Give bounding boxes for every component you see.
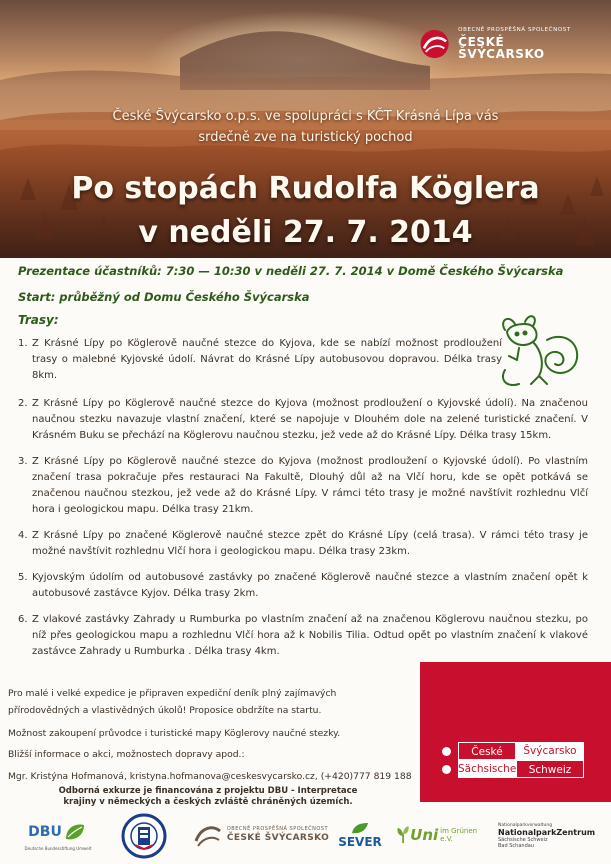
route-item <box>18 528 588 560</box>
ops-subtitle: OBECNĚ PROSPĚŠNÁ SPOLEČNOST <box>226 826 328 832</box>
route-item <box>18 336 588 384</box>
invitation-line-1: České Švýcarsko o.p.s. ve spolupráci s KČT Krásná Lípa vás <box>112 109 499 124</box>
nationalpark-top: Nationalparkverwaltung <box>498 823 553 828</box>
organization-logo <box>417 24 579 64</box>
partner-uni-logo <box>396 818 486 852</box>
event-title <box>0 167 611 255</box>
partner-kct-logo <box>120 812 168 860</box>
region-logo-panel <box>420 662 611 802</box>
region-logo <box>442 742 592 778</box>
ops-swoosh-icon <box>193 821 223 849</box>
sever-wordmark: SEVER <box>338 835 382 849</box>
route-description: Z Krásné Lípy po Köglerově naučné stezce do Kyjova (možnost prodloužení o Kyjovské údolí). Na značenou naučnou stezku navazuje vlastní značení, které se napojuje v Dlouhém dole na zelené turistické značení. V Krásném Buku se přechází na Köglerovu naučnou stezku, jež vede až do Krásné Lípy. Délka trasy 15km. <box>32 398 588 441</box>
route-number: 6. <box>18 614 28 625</box>
region-label-cz2: Švýcarsko <box>516 742 584 760</box>
route-item <box>18 454 588 518</box>
contact-line: Mgr. Kristýna Hofmanová, kristyna.hofmanova@ceskesvycarsko.cz, (+420)777 819 188 <box>8 771 412 782</box>
footer-line-expedition: Pro malé i velké expedice je připraven expediční deník plný zajímavých <box>8 688 337 699</box>
invitation-line-2: srdečně zve na turistický pochod <box>198 130 413 145</box>
logo-swoosh-icon <box>417 27 452 61</box>
routes-list <box>18 336 588 670</box>
route-description: Z Krásné Lípy po Köglerově naučné stezce do Kyjova, kde se nabízí možnost prodloužení trasy o malebné Kyjovské údolí. Návrat do Krásné Lípy autobusovou dopravou. Délka trasy 8km. <box>32 338 502 381</box>
route-number: 5. <box>18 572 28 583</box>
uni-wordmark: Uni <box>410 826 439 844</box>
dbu-leaf-icon <box>62 821 88 843</box>
routes-heading: Trasy: <box>18 313 59 327</box>
route-description: Kyjovským údolím od autobusové zastávky po značené Köglerově naučné stezce a vlastním značení opět k autobusové zastávce Kyjov. Délka trasy 2km. <box>32 572 588 599</box>
partner-nationalpark-logo <box>498 814 604 858</box>
dbu-wordmark: DBU <box>28 824 62 840</box>
logo-title: ČESKÉ ŠVÝCARSKO <box>458 35 545 62</box>
nationalpark-wordmark: NationalparkZentrum <box>498 828 596 837</box>
bullet-dot-icon <box>442 765 451 774</box>
region-label-de2: Schweiz <box>516 760 584 778</box>
nationalpark-sub1: Sächsische Schweiz <box>498 837 548 843</box>
route-description: Z Krásné Lípy po Köglerově naučné stezce do Kyjova (možnost prodloužení o Kyjovské údolí). Po vlastním značení trasa pokračuje přes restauraci Na Fakultě, Dlouhý důl až na Vlčí horu, kde se opět potkává se značenou naučnou stezkou, jež vede až do Krásné Lípy. V rámci této trasy je možné navštívit rozhlednu Vlčí hora i geologickou mapu. Délka trasy 21km. <box>32 456 588 515</box>
route-number: 3. <box>18 456 28 467</box>
route-description: Z vlakové zastávky Zahrady u Rumburka po vlastním značení až na značenou Köglerovu naučnou stezku, po níž přes geologickou mapu a rozhlednu Vlčí hora až k Nobilis Tilia. Odtud opět po vlastním značení k vlakové zastávce Zahrady u Rumburka . Délka trasy 4km. <box>32 614 588 657</box>
footer-line-guide: Možnost zakoupení průvodce i turistické mapy Köglerovy naučné stezky. <box>8 728 341 739</box>
logo-subtitle: OBECNĚ PROSPĚŠNÁ SPOLEČNOST <box>458 26 571 33</box>
footer-line-tasks: přírodovědných a vlastivědných úkolů! Proposice obdržíte na startu. <box>8 705 322 716</box>
registration-info: Prezentace účastníků: 7:30 — 10:30 v neděli 27. 7. 2014 v Domě Českého Švýcarska <box>18 264 564 278</box>
route-item <box>18 570 588 602</box>
kct-emblem-icon <box>121 813 167 859</box>
partner-logos <box>0 808 611 864</box>
region-label-de1: Sächsische <box>458 760 516 778</box>
funding-note: Odborná exkurze je financována z projektu DBU - Interpretace krajiny v německých a českých zvláště chráněných územích. <box>58 786 358 807</box>
bullet-dot-icon <box>442 747 451 756</box>
partner-sever-logo <box>338 816 382 854</box>
uni-sprout-icon <box>396 824 410 846</box>
invitation-text <box>0 106 611 148</box>
event-title-line-1: Po stopách Rudolfa Köglera <box>71 171 540 206</box>
footer-line-more-info: Bližší informace o akci, možnostech dopravy apod.: <box>8 749 245 760</box>
partner-ops-logo <box>186 818 336 852</box>
route-number: 1. <box>18 338 28 349</box>
uni-suffix: im Grünen e.V. <box>440 827 478 843</box>
nationalpark-sub2: Bad Schandau <box>498 843 534 849</box>
dbu-subtitle: Deutsche Bundesstiftung Umwelt <box>24 846 92 851</box>
route-number: 4. <box>18 530 28 541</box>
sever-leaf-icon <box>350 821 370 835</box>
route-number: 2. <box>18 398 28 409</box>
route-item <box>18 612 588 660</box>
route-description: Z Krásné Lípy po značené Köglerově naučné stezce zpět do Krásné Lípy (celá trasa). V rámci této trasy je možné navštívit rozhlednu Vlčí hora i geologickou mapu. Délka trasy 23km. <box>32 530 588 557</box>
route-item <box>18 396 588 444</box>
event-title-line-2: v neděli 27. 7. 2014 <box>138 215 473 250</box>
hero-banner <box>0 0 611 258</box>
ops-title: ČESKÉ ŠVÝCARSKO <box>226 833 330 843</box>
region-label-cz1: České <box>458 742 516 760</box>
start-info: Start: průběžný od Domu Českého Švýcarska <box>18 290 310 304</box>
partner-dbu-logo <box>18 814 98 858</box>
